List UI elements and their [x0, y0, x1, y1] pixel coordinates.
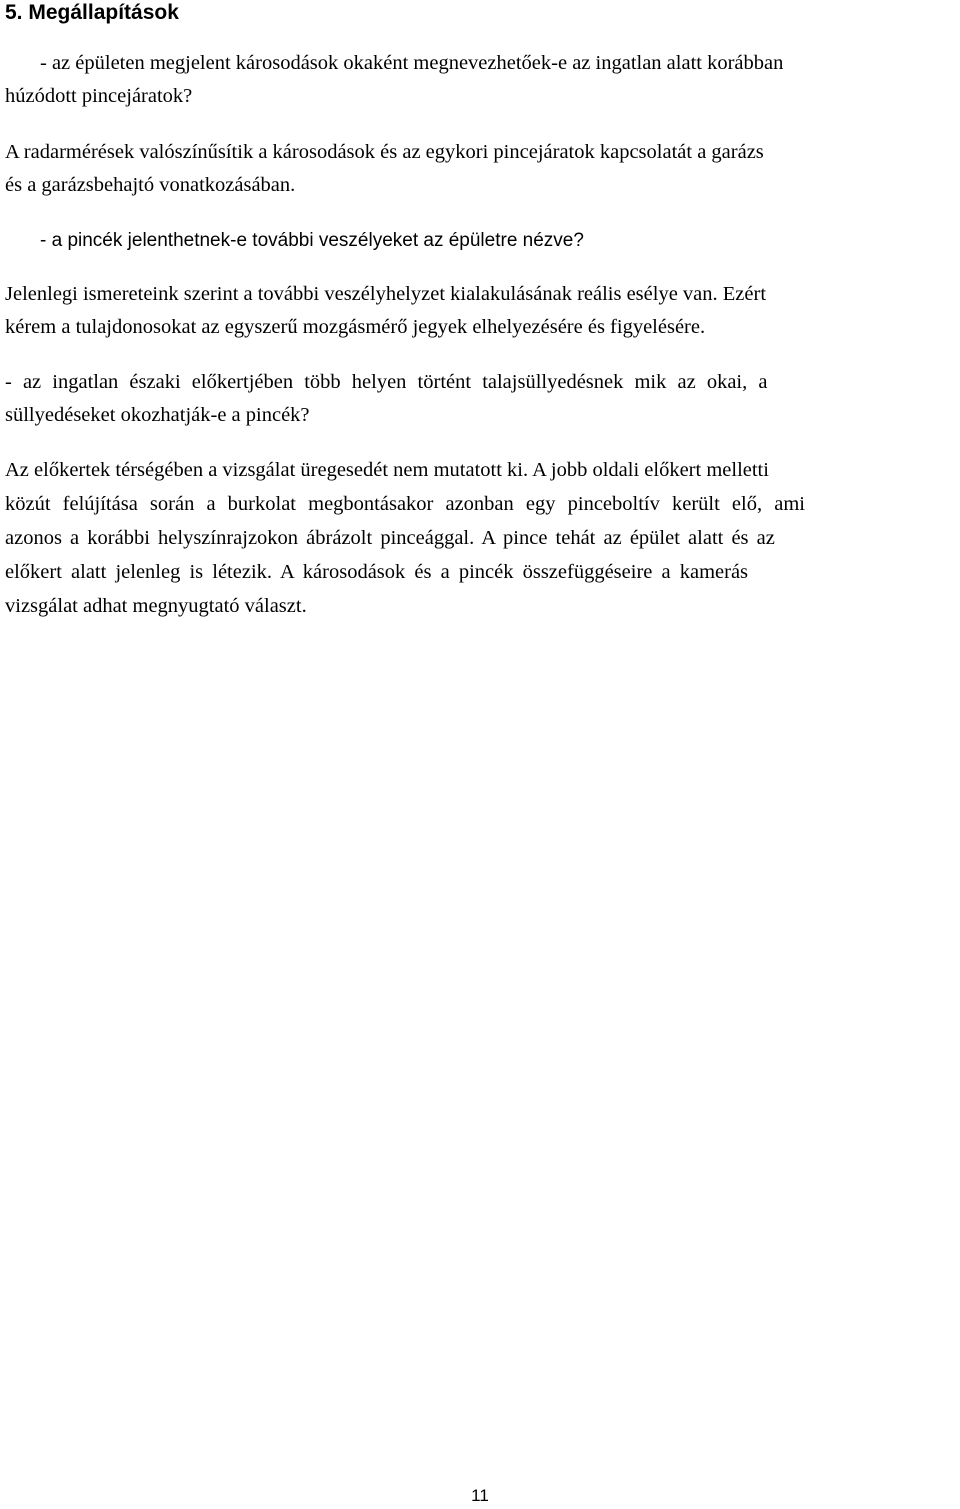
question-2-line-1: - a pincék jelenthetnek-e további veszélyeket az épületre nézve?	[40, 230, 584, 251]
answer-1-line-1: A radarmérések valószínűsítik a károsodások és az egykori pincejáratok kapcsolatát a garázs	[5, 141, 764, 163]
answer-2-line-2: kérem a tulajdonosokat az egyszerű mozgásmérő jegyek elhelyezésére és figyelésére.	[5, 316, 706, 338]
answer-1	[5, 136, 955, 202]
section-heading: 5. Megállapítások	[5, 1, 179, 24]
answer-3-line-5: vizsgálat adhat megnyugtató választ.	[5, 595, 307, 617]
answer-3-line-1: Az előkertek térségében a vizsgálat üregesedét nem mutatott ki. A jobb oldali előkert melletti	[5, 459, 769, 481]
answer-3-line-3: azonos a korábbi helyszínrajzokon ábrázolt pinceággal. A pince tehát az épület alatt és az	[5, 527, 775, 549]
question-3	[5, 366, 955, 432]
question-2	[5, 224, 955, 258]
answer-3	[5, 453, 955, 623]
question-3-line-2: süllyedéseket okozhatják-e a pincék?	[5, 404, 310, 426]
page-number: 11	[471, 1486, 489, 1505]
question-3-line-1: - az ingatlan északi előkertjében több helyen történt talajsüllyedésnek mik az okai, a	[5, 371, 768, 393]
question-1-line-2: húzódott pincejáratok?	[5, 85, 193, 107]
answer-1-line-2: és a garázsbehajtó vonatkozásában.	[5, 174, 296, 196]
question-1-line-1: - az épületen megjelent károsodások okaként megnevezhetőek-e az ingatlan alatt korábban	[40, 52, 784, 74]
answer-2-line-1: Jelenlegi ismereteink szerint a további veszélyhelyzet kialakulásának reális esélye van. Ezért	[5, 283, 767, 305]
question-1	[5, 47, 955, 113]
answer-3-line-4: előkert alatt jelenleg is létezik. A károsodások és a pincék összefüggéseire a kamerás	[5, 561, 749, 583]
answer-3-line-2: közút felújítása során a burkolat megbontásakor azonban egy pinceboltív került elő, ami	[5, 493, 805, 515]
answer-2	[5, 278, 955, 344]
